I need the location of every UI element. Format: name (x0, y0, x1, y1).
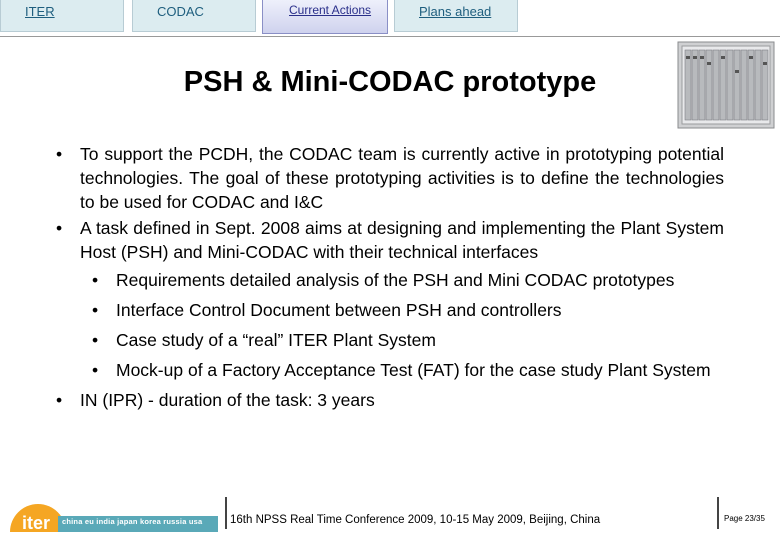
tab-current-actions[interactable] (262, 0, 388, 34)
sub-bullet-item (52, 268, 724, 292)
tab-plans-ahead[interactable] (394, 0, 518, 32)
bullet-marker: • (92, 360, 99, 380)
footer-divider-right (717, 497, 719, 529)
sub-bullet-item (52, 298, 724, 322)
bullet-item (52, 142, 724, 214)
sub-bullet-item (52, 328, 724, 352)
tab-iter-label: ITER (25, 4, 55, 19)
slide-title: PSH & Mini-CODAC prototype (183, 66, 597, 98)
page-number: Page 23/35 (724, 514, 765, 523)
footer-divider-left (225, 497, 227, 529)
slide-body (52, 142, 724, 412)
bullet-marker: • (56, 144, 63, 164)
tab-codac-label: CODAC (157, 4, 204, 19)
header-divider (0, 36, 780, 37)
bullet-text: Interface Control Document between PSH and controllers (116, 300, 562, 320)
bullet-text: A task defined in Sept. 2008 aims at designing and implementing the Plant System Host (PSH) and Mini-CODAC with their technical interfaces (80, 218, 724, 262)
logo-member-list: china eu india japan korea russia usa (62, 517, 203, 526)
footer-conference: 16th NPSS Real Time Conference 2009, 10-15 May 2009, Beijing, China (230, 514, 601, 526)
bullet-text: Requirements detailed analysis of the PSH and Mini CODAC prototypes (116, 270, 675, 290)
bullet-marker: • (92, 330, 99, 350)
sub-bullet-item (52, 358, 724, 382)
tab-plans-ahead-label: Plans ahead (419, 4, 492, 19)
tab-current-actions-label: Current Actions (289, 3, 372, 17)
rack-hardware-image (676, 40, 776, 130)
bullet-marker: • (92, 270, 99, 290)
bullet-text: To support the PCDH, the CODAC team is currently active in prototyping potential technologies. The goal of these prototyping activities is to define the technologies to be used for CODAC and I&C (80, 144, 724, 212)
bullet-marker: • (56, 218, 63, 238)
bullet-item (52, 388, 724, 412)
tab-codac[interactable] (132, 0, 256, 32)
bullet-marker: • (56, 390, 63, 410)
bullet-marker: • (92, 300, 99, 320)
tab-iter[interactable] (0, 0, 124, 32)
bullet-text: IN (IPR) - duration of the task: 3 years (80, 390, 375, 410)
bullet-text: Case study of a “real” ITER Plant System (116, 330, 436, 350)
bullet-item (52, 216, 724, 264)
iter-logo (8, 496, 218, 532)
bullet-text: Mock-up of a Factory Acceptance Test (FAT) for the case study Plant System (116, 360, 711, 380)
logo-wordmark: iter (22, 513, 51, 532)
